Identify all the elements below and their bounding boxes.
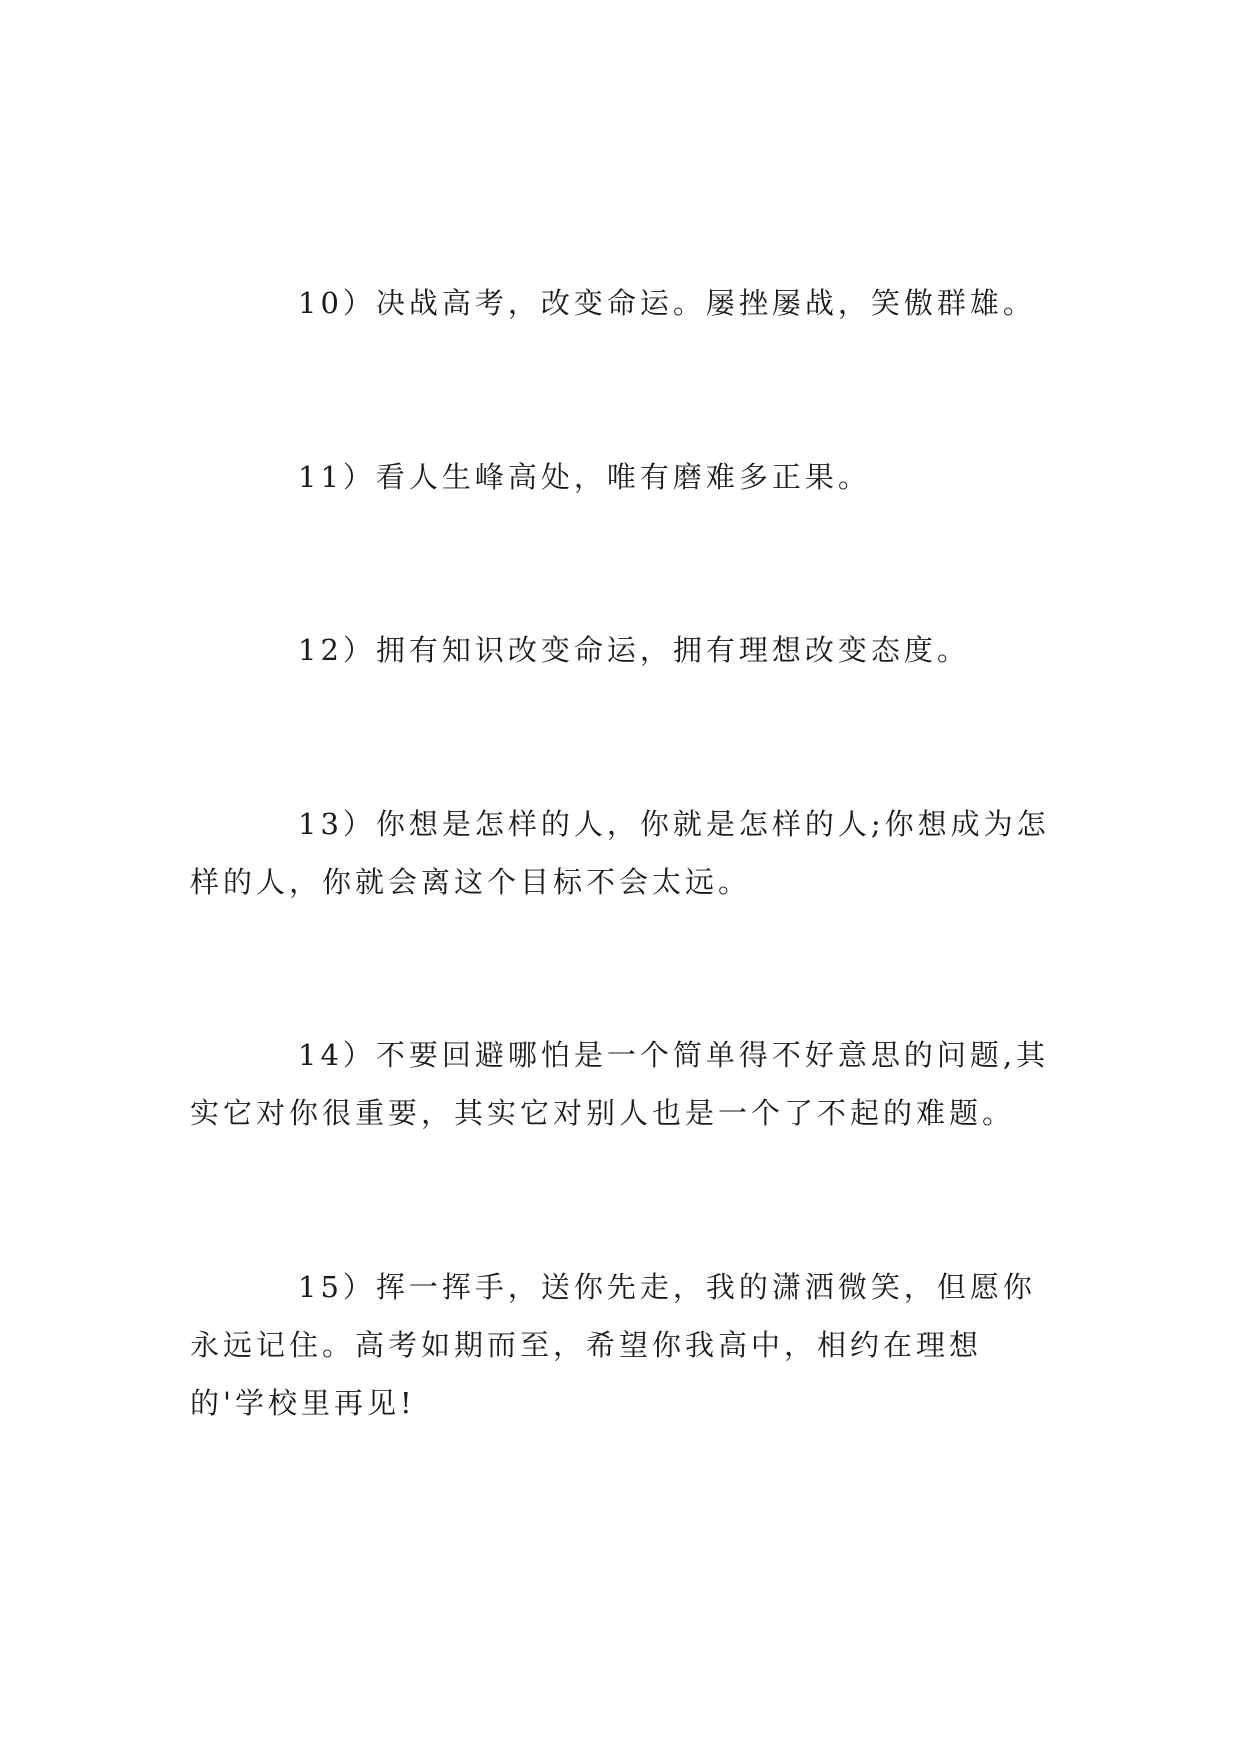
paragraph-text: 15）挥一挥手，送你先走，我的潇洒微笑，但愿你永远记住。高考如期而至，希望你我高中，相约在理想的'学校里再见! (190, 1270, 1036, 1420)
paragraph-text: 13）你想是怎样的人，你就是怎样的人;你想成为怎样的人，你就会离这个目标不会太远。 (190, 807, 1050, 899)
paragraph-11 (190, 448, 1050, 506)
paragraph-text: 14）不要回避哪怕是一个简单得不好意思的问题,其实它对你很重要，其实它对别人也是一个了不起的难题。 (190, 1038, 1050, 1130)
paragraph-text: 11）看人生峰高处，唯有磨难多正果。 (298, 460, 871, 494)
paragraph-text: 10）决战高考，改变命运。屡挫屡战，笑傲群雄。 (298, 286, 1036, 320)
paragraph-10 (190, 274, 1050, 332)
paragraph-12 (190, 621, 1050, 679)
paragraph-13 (190, 795, 1050, 911)
paragraph-14 (190, 1026, 1050, 1142)
paragraph-15 (190, 1258, 1050, 1432)
paragraph-text: 12）拥有知识改变命运，拥有理想改变态度。 (298, 633, 970, 667)
